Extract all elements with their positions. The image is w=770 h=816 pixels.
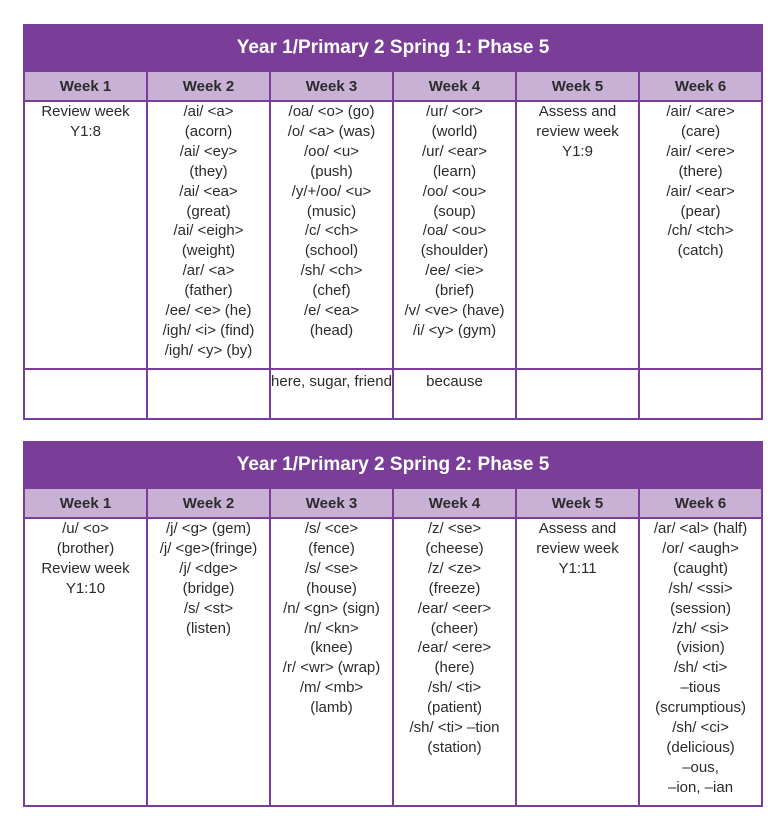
cell-line: /air/ <ere> bbox=[666, 142, 735, 160]
week-cell bbox=[24, 101, 147, 369]
cell-line: /igh/ <i> (find) bbox=[162, 321, 255, 339]
week-header: Week 3 bbox=[270, 488, 393, 518]
week-header: Week 2 bbox=[147, 71, 270, 101]
week-header-row bbox=[24, 488, 762, 518]
cell-line: (station) bbox=[427, 738, 482, 756]
week-header: Week 5 bbox=[516, 71, 639, 101]
week-header: Week 6 bbox=[639, 488, 762, 518]
cell-line: (push) bbox=[310, 162, 353, 180]
cell-line: (lamb) bbox=[310, 699, 353, 717]
tricky-words-cell bbox=[639, 369, 762, 419]
cell-line: (knee) bbox=[310, 639, 353, 657]
cell-line: /ee/ <e> (he) bbox=[165, 302, 252, 320]
cell-line: (weight) bbox=[181, 242, 236, 260]
cell-line: (care) bbox=[680, 122, 721, 140]
cell-line: (father) bbox=[184, 282, 233, 300]
cell-line: /sh/ <ci> bbox=[672, 719, 729, 737]
cell-line: /ar/ <al> (half) bbox=[653, 520, 748, 537]
cell-line: /ear/ <eer> bbox=[417, 599, 492, 617]
cell-line: /s/ <st> bbox=[183, 599, 234, 617]
week-header: Week 4 bbox=[393, 488, 516, 518]
week-header-row bbox=[24, 71, 762, 101]
week-cell bbox=[516, 518, 639, 806]
cell-line: –tious bbox=[680, 679, 721, 697]
cell-line: (here) bbox=[434, 659, 475, 677]
cell-line: (world) bbox=[431, 122, 478, 140]
cell-line: /oo/ <u> bbox=[303, 142, 360, 160]
content-row bbox=[24, 101, 762, 369]
cell-line: /sh/ <ch> bbox=[300, 262, 363, 280]
cell-line: /ee/ <ie> bbox=[425, 262, 484, 280]
cell-line: /i/ <y> (gym) bbox=[412, 321, 497, 339]
cell-line: /air/ <ear> bbox=[666, 182, 735, 200]
cell-line: /n/ <kn> bbox=[304, 619, 359, 637]
cell-line: /sh/ <ti> –tion bbox=[409, 719, 500, 737]
week-cell bbox=[639, 101, 762, 369]
cell-line: /igh/ <y> (by) bbox=[164, 341, 253, 359]
cell-line: Review week bbox=[41, 103, 130, 120]
tricky-words-cell bbox=[24, 369, 147, 419]
table-title: Year 1/Primary 2 Spring 1: Phase 5 bbox=[24, 25, 762, 71]
cell-line: /m/ <mb> bbox=[299, 679, 364, 697]
tricky-words-cell: because bbox=[393, 369, 516, 419]
cell-line: /j/ <g> (gem) bbox=[165, 520, 252, 537]
cell-line: /e/ <ea> bbox=[303, 302, 360, 320]
cell-line: /s/ <ce> bbox=[304, 520, 359, 537]
tricky-words-row bbox=[24, 369, 762, 419]
cell-line: /ur/ <ear> bbox=[421, 142, 488, 160]
cell-line: (head) bbox=[309, 321, 354, 339]
cell-line: (shoulder) bbox=[420, 242, 489, 260]
cell-line: (vision) bbox=[676, 639, 725, 657]
week-cell bbox=[147, 101, 270, 369]
cell-line: /ur/ <or> bbox=[426, 103, 483, 120]
cell-line: /ai/ <ey> bbox=[179, 142, 238, 160]
cell-line: /ai/ <eigh> bbox=[173, 222, 244, 240]
cell-line: /zh/ <si> bbox=[672, 619, 729, 637]
cell-line: (fence) bbox=[308, 539, 355, 557]
week-cell bbox=[270, 518, 393, 806]
cell-line: /n/ <gn> (sign) bbox=[283, 599, 380, 617]
cell-line: /c/ <ch> bbox=[304, 222, 359, 240]
cell-line: /z/ <ze> bbox=[427, 559, 482, 577]
week-header: Week 1 bbox=[24, 488, 147, 518]
spring-2-table bbox=[23, 441, 763, 807]
cell-line: (scrumptious) bbox=[655, 699, 746, 717]
cell-line: Assess and bbox=[538, 103, 617, 120]
cell-line: –ous, bbox=[682, 758, 719, 776]
cell-line: Y1:8 bbox=[70, 122, 101, 140]
cell-line: /j/ <ge>(fringe) bbox=[159, 539, 258, 557]
week-header: Week 6 bbox=[639, 71, 762, 101]
cell-line: Assess and bbox=[538, 520, 617, 537]
cell-line: (acorn) bbox=[184, 122, 233, 140]
week-cell bbox=[639, 518, 762, 806]
cell-line: /u/ <o> bbox=[62, 520, 109, 537]
cell-line: /sh/ <ti> bbox=[673, 659, 728, 677]
cell-line: /oa/ <o> (go) bbox=[288, 103, 375, 120]
cell-line: (session) bbox=[670, 599, 731, 617]
cell-line: (house) bbox=[306, 579, 357, 597]
cell-line: /r/ <wr> (wrap) bbox=[282, 659, 381, 677]
week-header: Week 4 bbox=[393, 71, 516, 101]
cell-line: /oo/ <ou> bbox=[422, 182, 487, 200]
cell-line: (learn) bbox=[432, 162, 477, 180]
cell-line: Review week bbox=[41, 559, 130, 577]
tricky-words-cell bbox=[147, 369, 270, 419]
cell-line: (brief) bbox=[434, 282, 475, 300]
cell-line: (caught) bbox=[673, 559, 729, 577]
content-row bbox=[24, 518, 762, 806]
cell-line: /air/ <are> bbox=[666, 103, 735, 120]
cell-line: Y1:10 bbox=[65, 579, 106, 597]
cell-line: (freeze) bbox=[428, 579, 481, 597]
cell-line: (music) bbox=[306, 202, 357, 220]
tricky-words-cell bbox=[516, 369, 639, 419]
cell-line: –ion, –ian bbox=[668, 778, 734, 796]
cell-line: (they) bbox=[189, 162, 228, 180]
week-cell bbox=[270, 101, 393, 369]
cell-line: (chef) bbox=[312, 282, 351, 300]
cell-line: /v/ <ve> (have) bbox=[404, 302, 505, 320]
cell-line: /ar/ <a> bbox=[182, 262, 235, 280]
cell-line: /sh/ <ssi> bbox=[668, 579, 733, 597]
week-header: Week 5 bbox=[516, 488, 639, 518]
cell-line: /y/+/oo/ <u> bbox=[291, 182, 372, 200]
cell-line: Y1:9 bbox=[562, 142, 593, 160]
tricky-words-cell: here, sugar, friend bbox=[270, 369, 393, 419]
cell-line: review week bbox=[536, 122, 619, 140]
cell-line: /ear/ <ere> bbox=[417, 639, 492, 657]
spring-1-table bbox=[23, 24, 763, 420]
cell-line: /z/ <se> bbox=[427, 520, 482, 537]
cell-line: review week bbox=[536, 539, 619, 557]
cell-line: /ch/ <tch> bbox=[667, 222, 734, 240]
week-header: Week 3 bbox=[270, 71, 393, 101]
cell-line: /s/ <se> bbox=[304, 559, 359, 577]
cell-line: (patient) bbox=[426, 699, 483, 717]
week-header: Week 2 bbox=[147, 488, 270, 518]
cell-line: (bridge) bbox=[182, 579, 235, 597]
cell-line: Y1:11 bbox=[558, 559, 597, 577]
week-cell bbox=[516, 101, 639, 369]
cell-line: (catch) bbox=[677, 242, 724, 260]
week-cell bbox=[24, 518, 147, 806]
cell-line: (school) bbox=[304, 242, 359, 260]
cell-line: (cheer) bbox=[430, 619, 479, 637]
cell-line: (listen) bbox=[185, 619, 231, 637]
cell-line: (soup) bbox=[433, 202, 476, 220]
cell-line: /ai/ <a> bbox=[183, 103, 234, 120]
cell-line: (great) bbox=[186, 202, 231, 220]
cell-line: (delicious) bbox=[666, 738, 735, 756]
cell-line: /or/ <augh> bbox=[662, 539, 739, 557]
cell-line: /sh/ <ti> bbox=[427, 679, 482, 697]
cell-line: /o/ <a> (was) bbox=[287, 122, 376, 140]
cell-line: /oa/ <ou> bbox=[422, 222, 487, 240]
cell-line: /j/ <dge> bbox=[179, 559, 238, 577]
week-header: Week 1 bbox=[24, 71, 147, 101]
week-cell bbox=[393, 101, 516, 369]
week-cell bbox=[147, 518, 270, 806]
cell-line: (pear) bbox=[680, 202, 721, 220]
cell-line: (there) bbox=[678, 162, 723, 180]
table-title: Year 1/Primary 2 Spring 2: Phase 5 bbox=[24, 442, 762, 488]
cell-line: (cheese) bbox=[425, 539, 484, 557]
cell-line: /ai/ <ea> bbox=[179, 182, 238, 200]
cell-line: (brother) bbox=[56, 539, 115, 557]
week-cell bbox=[393, 518, 516, 806]
